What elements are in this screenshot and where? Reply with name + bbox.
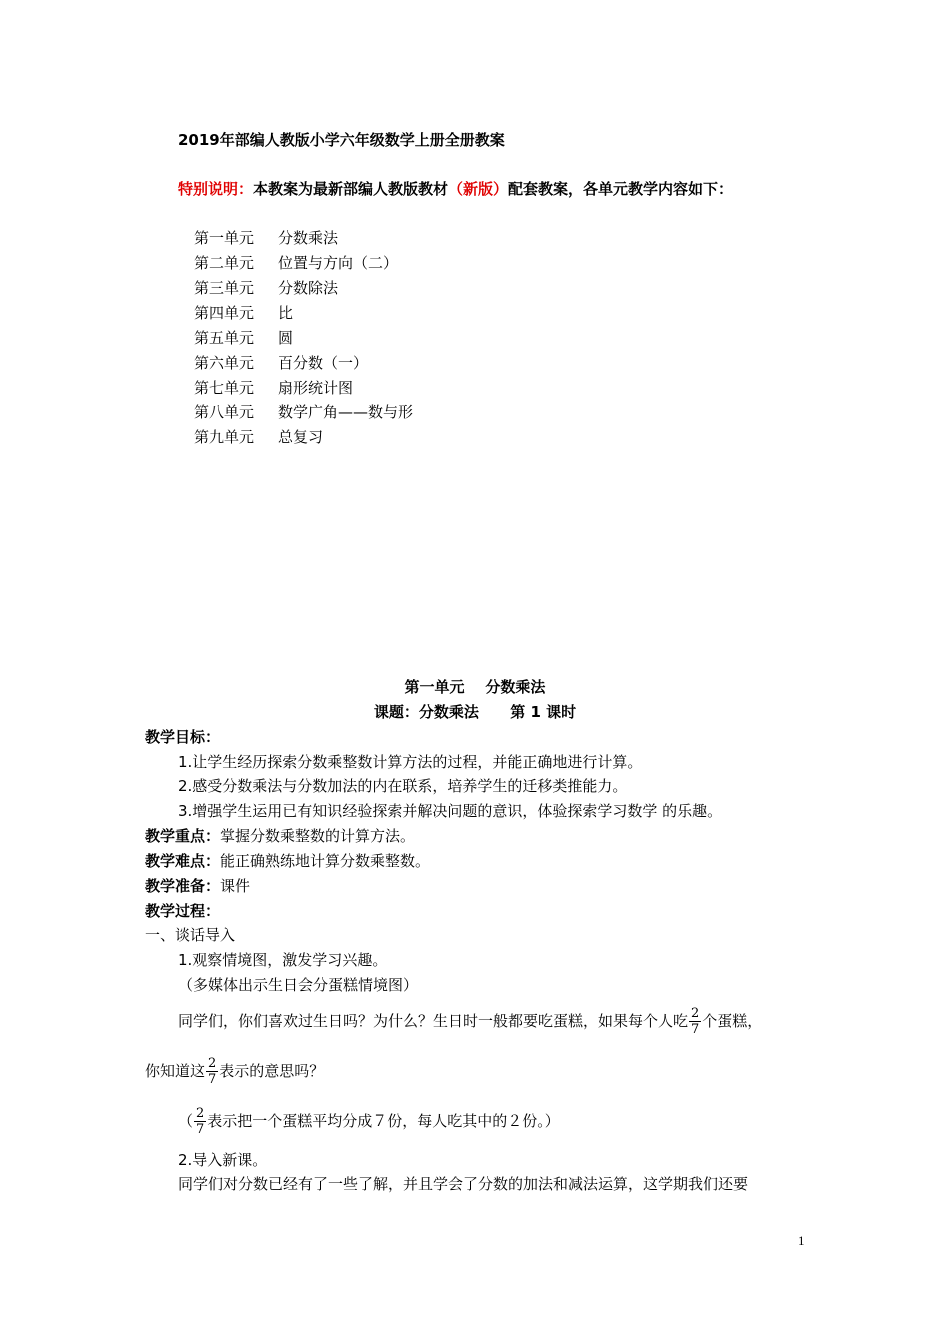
unit-label: 第四单元 xyxy=(194,304,255,322)
unit-label: 第九单元 xyxy=(194,428,255,446)
paragraph-intro xyxy=(178,1003,762,1039)
unit-item xyxy=(194,426,323,447)
paragraph-text: （ xyxy=(178,1112,194,1130)
goal-item: 2.感受分数乘法与分数加法的内在联系，培养学生的迁移类推能力。 xyxy=(178,777,628,795)
unit-item xyxy=(194,377,353,398)
preparation xyxy=(145,875,250,896)
unit-item xyxy=(194,252,398,273)
goal-item: 1.让学生经历探索分数乘整数计算方法的过程，并能正确地进行计算。 xyxy=(178,753,643,771)
unit-name: 分数除法 xyxy=(278,279,339,297)
unit-item xyxy=(194,277,338,298)
paragraph-text: 个蛋糕， xyxy=(702,1012,763,1030)
paragraph-answer xyxy=(178,1103,560,1139)
paragraph-text: 你知道这 xyxy=(145,1062,206,1080)
fraction-two-sevenths xyxy=(689,1006,701,1037)
fraction-numerator: 2 xyxy=(208,1056,217,1071)
page-number: 1 xyxy=(798,1233,805,1248)
note-text-b: 配套教案，各单元教学内容如下： xyxy=(508,180,734,198)
unit-item xyxy=(194,227,338,248)
goals-label: 教学目标： xyxy=(145,728,221,746)
unit-label: 第三单元 xyxy=(194,279,255,297)
goal-item: 3.增强学生运用已有知识经验探索并解决问题的意识，体验探索学习数学 的乐趣。 xyxy=(178,802,723,820)
key-label: 教学重点： xyxy=(145,827,221,845)
process-label: 教学过程： xyxy=(145,902,221,920)
unit-name: 总复习 xyxy=(278,428,324,446)
fraction-denominator: 7 xyxy=(208,1072,217,1087)
unit-item xyxy=(194,302,293,323)
unit-label: 第八单元 xyxy=(194,403,255,421)
paragraph-text: 同学们，你们喜欢过生日吗？为什么？生日时一般都要吃蛋糕，如果每个人吃 xyxy=(178,1012,689,1030)
special-note xyxy=(178,178,733,199)
note-text-a: 本教案为最新部编人教版教材 xyxy=(253,180,449,198)
unit-label: 第七单元 xyxy=(194,379,255,397)
fraction-denominator: 7 xyxy=(196,1122,205,1137)
difficulty-point xyxy=(145,850,430,871)
unit-item xyxy=(194,401,413,422)
fraction-numerator: 2 xyxy=(196,1106,205,1121)
paragraph-text: 表示的意思吗？ xyxy=(219,1062,325,1080)
difficulty-label: 教学难点： xyxy=(145,852,221,870)
unit-label: 第五单元 xyxy=(194,329,255,347)
unit-name: 百分数（一） xyxy=(278,354,369,372)
note-highlight: （新版） xyxy=(448,180,509,198)
paragraph-text: 同学们对分数已经有了一些了解，并且学会了分数的加法和减法运算，这学期我们还要 xyxy=(178,1175,749,1193)
key-point xyxy=(145,825,415,846)
fraction-denominator: 7 xyxy=(691,1022,700,1037)
unit-item xyxy=(194,327,293,348)
topic-heading: 课题：分数乘法 第 1 课时 xyxy=(373,703,577,721)
step-item: 1.观察情境图，激发学习兴趣。 xyxy=(178,951,388,969)
paragraph-text: 表示把一个蛋糕平均分成７份，每人吃其中的２份。） xyxy=(207,1112,560,1130)
fraction-two-sevenths xyxy=(206,1056,218,1087)
document-title: 2019年部编人教版小学六年级数学上册全册教案 xyxy=(178,131,505,149)
unit-name: 数学广角——数与形 xyxy=(278,403,414,421)
unit-heading: 第一单元 分数乘法 xyxy=(404,678,546,696)
fraction-two-sevenths xyxy=(194,1106,206,1137)
difficulty-text: 能正确熟练地计算分数乘整数。 xyxy=(220,852,431,870)
fraction-numerator: 2 xyxy=(691,1006,700,1021)
unit-name: 圆 xyxy=(278,329,294,347)
prep-label: 教学准备： xyxy=(145,877,221,895)
unit-name: 扇形统计图 xyxy=(278,379,354,397)
section-heading: 一、谈话导入 xyxy=(145,926,236,944)
unit-label: 第六单元 xyxy=(194,354,255,372)
paragraph-question xyxy=(145,1053,324,1089)
unit-name: 位置与方向（二） xyxy=(278,254,399,272)
unit-name: 分数乘法 xyxy=(278,229,339,247)
unit-label: 第一单元 xyxy=(194,229,255,247)
key-text: 掌握分数乘整数的计算方法。 xyxy=(220,827,416,845)
unit-name: 比 xyxy=(278,304,294,322)
unit-label: 第二单元 xyxy=(194,254,255,272)
prep-text: 课件 xyxy=(220,877,251,895)
step-note: （多媒体出示生日会分蛋糕情境图） xyxy=(178,976,419,994)
note-label: 特别说明： xyxy=(178,180,254,198)
step-item: 2.导入新课。 xyxy=(178,1151,268,1169)
unit-item xyxy=(194,352,368,373)
